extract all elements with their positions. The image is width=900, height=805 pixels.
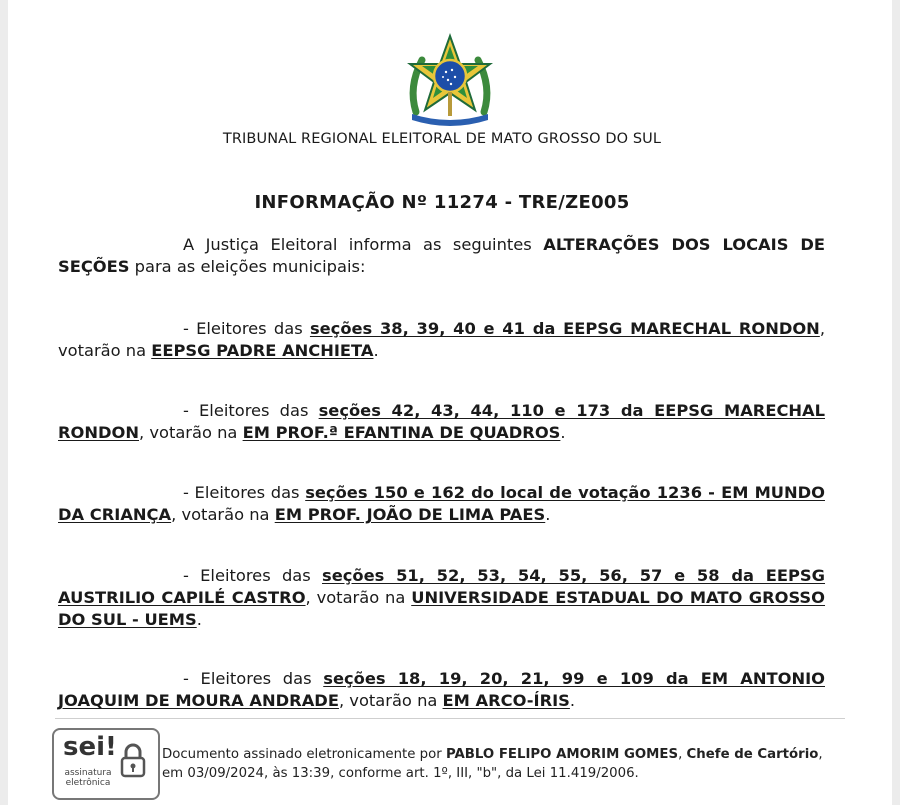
item-suffix: . bbox=[196, 610, 202, 629]
item-new-location: EM PROF.ª EFANTINA DE QUADROS bbox=[242, 423, 561, 442]
list-item bbox=[58, 482, 825, 526]
item-new-location: EM ARCO-ÍRIS bbox=[442, 691, 570, 710]
item-new-location: EM PROF. JOÃO DE LIMA PAES bbox=[274, 505, 546, 524]
item-mid: , votarão na bbox=[171, 505, 275, 524]
sei-logo-text: sei! bbox=[63, 732, 117, 762]
padlock-icon bbox=[118, 740, 148, 780]
signer-role: Chefe de Cartório bbox=[686, 747, 819, 762]
item-prefix: - Eleitores das bbox=[183, 483, 306, 502]
item-new-location: UNIVERSIDADE ESTADUAL DO MATO GROSSO DO SUL - UEMS bbox=[58, 588, 826, 629]
intro-text: A Justiça Eleitoral informa as seguintes bbox=[183, 235, 544, 254]
item-suffix: . bbox=[545, 505, 551, 524]
coat-of-arms-icon bbox=[402, 32, 498, 128]
intro-highlight: ALTERAÇÕES DOS LOCAIS DE SEÇÕES bbox=[58, 235, 825, 276]
item-from-sections: seções 38, 39, 40 e 41 da EEPSG MARECHAL RONDON bbox=[309, 319, 820, 338]
item-from-sections: seções 51, 52, 53, 54, 55, 56, 57 e 58 da EEPSG AUSTRILIO CAPILÉ CASTRO bbox=[58, 566, 826, 607]
item-mid: , votarão na bbox=[58, 319, 825, 360]
list-item bbox=[58, 318, 825, 362]
item-suffix: . bbox=[373, 341, 379, 360]
item-new-location: EEPSG PADRE ANCHIETA bbox=[151, 341, 374, 360]
organization-name: TRIBUNAL REGIONAL ELEITORAL DE MATO GROSSO DO SUL bbox=[222, 131, 662, 147]
item-prefix: - Eleitores das bbox=[183, 319, 310, 338]
item-from-sections: seções 150 e 162 do local de votação 1236 - EM MUNDO DA CRIANÇA bbox=[58, 483, 825, 524]
item-mid: , votarão na bbox=[305, 588, 412, 607]
item-suffix: . bbox=[569, 691, 576, 710]
list-item bbox=[58, 668, 825, 712]
list-item bbox=[58, 565, 825, 631]
item-mid: , votarão na bbox=[139, 423, 243, 442]
item-prefix: - Eleitores das bbox=[183, 401, 319, 420]
item-prefix: - Eleitores das bbox=[183, 566, 323, 585]
item-mid: , votarão na bbox=[338, 691, 443, 710]
sei-logo-subtitle: assinatura eletrônica bbox=[64, 768, 112, 788]
item-from-sections: seções 42, 43, 44, 110 e 173 da EEPSG MARECHAL RONDON bbox=[58, 401, 825, 442]
item-prefix: - Eleitores das bbox=[183, 669, 324, 688]
intro-paragraph bbox=[58, 234, 825, 278]
intro-text-end: para as eleições municipais: bbox=[129, 257, 366, 276]
sei-signature-logo bbox=[52, 728, 160, 800]
item-from-sections: seções 18, 19, 20, 21, 99 e 109 da EM ANTONIO JOAQUIM DE MOURA ANDRADE bbox=[58, 669, 825, 710]
divider bbox=[55, 718, 845, 719]
document-title: INFORMAÇÃO Nº 11274 - TRE/ZE005 bbox=[254, 192, 630, 213]
signer-name: PABLO FELIPO AMORIM GOMES bbox=[445, 747, 679, 762]
signature-text: Documento assinado eletronicamente por PABLO FELIPO AMORIM GOMES, Chefe de Cartório, em 03/09/2024, às 13:39, conforme art. 1º, III, "b", da Lei 11.419/2006. bbox=[162, 747, 823, 781]
item-suffix: . bbox=[560, 423, 566, 442]
list-item bbox=[58, 400, 825, 444]
